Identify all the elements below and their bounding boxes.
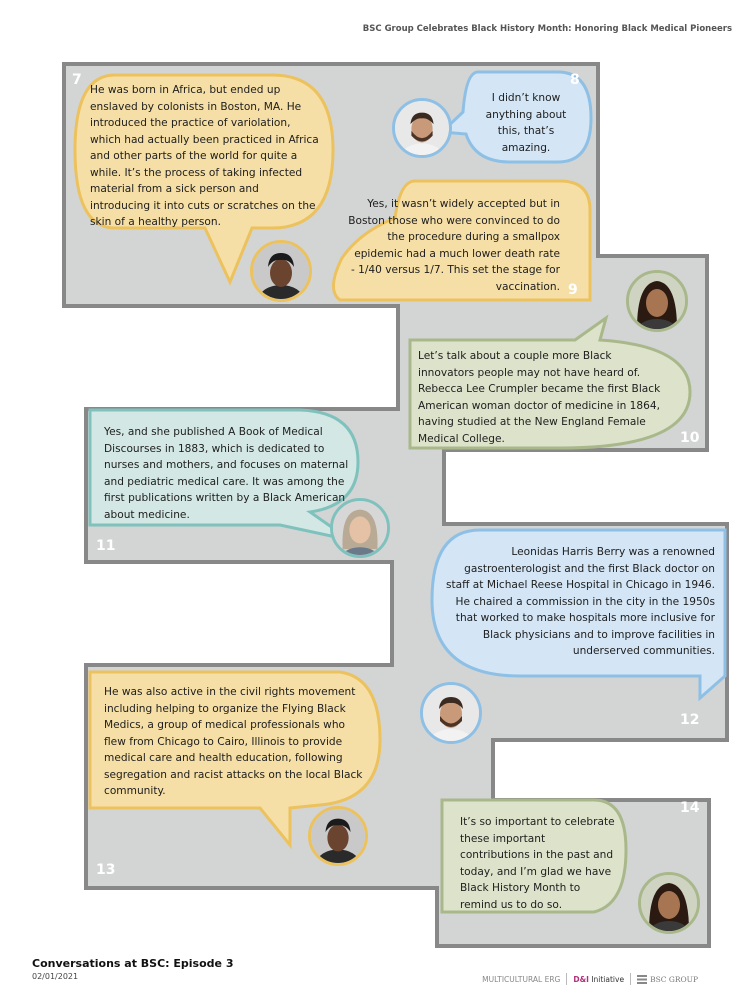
bubble-14-text: It’s so important to celebrate these important contributions in the past and today, and I’m glad we have Black History Month to remind us to do so. — [460, 816, 615, 911]
bsc-group-logo — [637, 975, 698, 984]
bubble-11-text: Yes, and she published A Book of Medical Discourses in 1883, which is dedicated to nurses and mothers, and focuses on maternal and pediatric medical care. It was among the first publications written by a Black American about medicine. — [104, 426, 349, 521]
dni-logo-mark: D&I — [573, 974, 589, 984]
bubble-12-text: Leonidas Harris Berry was a renowned gastroenterologist and the first Black doctor on staff at Michael Reese Hospital in Chicago in 1946. He chaired a commission in the city in the 1950s that worked to make hospitals more inclusive for Black physicians and to improve facilities in underserved communities. — [445, 546, 715, 657]
panel-number-12: 12 — [680, 712, 700, 728]
avatar-woman-short-hair — [250, 240, 312, 302]
bsc-logo-text: BSC GROUP — [650, 974, 698, 984]
person-icon — [311, 809, 365, 863]
person-icon — [423, 685, 479, 741]
footer-title: Conversations at BSC: Episode 3 — [32, 957, 234, 970]
panel-number-8: 8 — [570, 72, 580, 88]
panel-number-10: 10 — [680, 430, 700, 446]
person-icon — [629, 273, 685, 329]
panel-number-13: 13 — [96, 862, 116, 878]
bubble-7-text: He was born in Africa, but ended up enslaved by colonists in Boston, MA. He introduced the practice of variolation, which had actually been practiced in Africa and other parts of the world for quite a while. It’s the process of taking infected material from a sick person and introducing it into cuts or scratches on the skin of a healthy person. — [90, 84, 319, 228]
avatar-woman-gray-hair — [330, 498, 390, 558]
erg-logo-text: MULTICULTURAL ERG — [482, 974, 561, 984]
divider — [630, 973, 631, 985]
dni-logo-text: Initiative — [591, 974, 625, 984]
dni-logo — [573, 975, 624, 984]
bubble-10-text: Let’s talk about a couple more Black innovators people may not have heard of. Rebecca Lee Crumpler became the first Black American woman doctor of medicine in 1864, having studied at the New England Female Medical College. — [418, 350, 661, 445]
avatar-man-beard-2 — [420, 682, 482, 744]
divider — [566, 973, 567, 985]
panel-number-11: 11 — [96, 538, 116, 554]
bubble-9-text: Yes, it wasn’t widely accepted but in Boston those who were convinced to do the procedure during a smallpox epidemic had a much lower death rate - 1/40 versus 1/7. This set the stage for vaccination. — [348, 198, 560, 293]
panel-number-9: 9 — [568, 282, 578, 298]
bubble-13-text: He was also active in the civil rights movement including helping to organize the Flying Black Medics, a group of medical professionals who flew from Chicago to Cairo, Illinois to provide medical care and health education, following segregation and racist attacks on the local Black community. — [104, 686, 363, 797]
bsc-logo-icon — [637, 975, 647, 984]
bubble-8-text: I didn’t know anything about this, that’s amazing. — [485, 92, 567, 154]
footer-date: 02/01/2021 — [32, 972, 79, 981]
avatar-woman-long-hair-2 — [638, 872, 700, 934]
person-icon — [253, 243, 309, 299]
page-title: BSC Group Celebrates Black History Month: Honoring Black Medical Pioneers — [362, 24, 732, 34]
avatar-man-beard — [392, 98, 452, 158]
avatar-woman-long-hair — [626, 270, 688, 332]
footer-logos — [482, 973, 698, 985]
person-icon — [641, 875, 697, 931]
person-icon — [395, 101, 449, 155]
panel-number-7: 7 — [72, 72, 82, 88]
panel-number-14: 14 — [680, 800, 700, 816]
avatar-woman-short-hair-2 — [308, 806, 368, 866]
person-icon — [333, 501, 387, 555]
